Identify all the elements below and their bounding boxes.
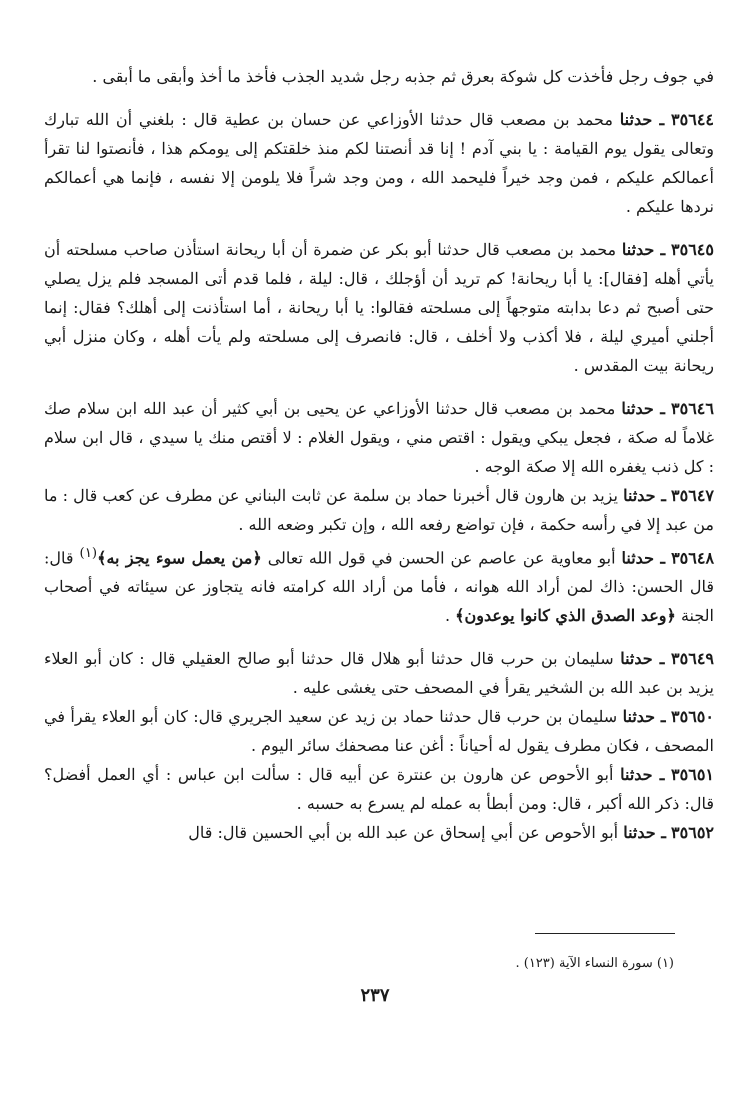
hadith-lead: حدثنا: [621, 240, 655, 259]
hadith-35646: ٣٥٦٤٦ ـ حدثنا محمد بن مصعب قال حدثنا الأوزاعي عن يحيى بن أبي كثير أن عبد الله ابن سلام صك غلاماً له صكة ، فجعل يبكي ويقول : اقتص مني ، ويقول الغلام : لا أقتص منك يا سيدي ، قال ابن سلام : كل ذنب يغفره الله إلا صكة الوجه .: [44, 399, 715, 476]
hadith-35652: ٣٥٦٥٢ ـ حدثنا أبو الأحوص عن أبي إسحاق عن عبد الله بن أبي الحسين قال: قال: [188, 823, 714, 843]
footnote: (١) سورة النساء الآية (١٢٣) .: [515, 956, 674, 971]
hadith-number: ٣٥٦٥١: [671, 765, 715, 785]
paragraph-text: سليمان بن حرب قال حدثنا حماد بن زيد عن سعيد الجريري قال: كان أبو العلاء يقرأ في المصحف ، فكان مطرف يقول له أحياناً : أغن عنا مصحفك سائر اليوم .: [44, 707, 714, 756]
hadith-lead: حدثنا: [620, 649, 653, 669]
hadith-35647: ٣٥٦٤٧ ـ حدثنا يزيد بن هارون قال أخبرنا حماد بن سلمة عن ثابت البناني عن مطرف عن كعب قال : ما من عبد إلا في رأسه حكمة ، فإن تواضع رفعه الله ، وإن تكبر وضعه الله .: [44, 486, 715, 534]
hadith-lead: حدثنا: [619, 110, 653, 129]
hadith-number: ٣٥٦٤٦: [671, 399, 714, 418]
hadith-lead: حدثنا: [621, 399, 654, 418]
hadith-number: ٣٥٦٤٥: [671, 240, 714, 259]
paragraph-text: أبو الأحوص عن أبي إسحاق عن عبد الله بن أبي الحسين قال: قال: [188, 823, 619, 843]
paragraph-text: محمد بن مصعب قال حدثنا أبو بكر عن ضمرة أن أبا ريحانة استأذن صاحب مسلحته أن يأتي أهله [فقال]: يا أبا ريحانة! كم تريد أن أؤجلك ، قال: ليلة ، فلما قدم أتى المسجد فلم يزل يصلي حتى أصبح ثم دعا بدابته متوجهاً إلى مسلحته فقالوا: يا أبا ريحانة ، أما استأذنت إلى أهلك؟ فقال: إنما أجلني أميري ليلة ، فلا أكذب ولا أخلف ، قال: فانصرف إلى مسلحته ولم يأت أهله ، وكان منزل أبي ريحانة بيت المقدس .: [44, 240, 715, 375]
hadith-number: ٣٥٦٥٠: [671, 707, 714, 727]
hadith-35645: ٣٥٦٤٥ ـ حدثنا محمد بن مصعب قال حدثنا أبو بكر عن ضمرة أن أبا ريحانة استأذن صاحب مسلحته أن يأتي أهله [فقال]: يا أبا ريحانة! كم تريد أن أؤجلك ، قال: ليلة ، فلما قدم أتى المسجد فلم يزل يصلي حتى أصبح ثم دعا بدابته متوجهاً إلى مسلحته فقالوا: يا أبا ريحانة ، أما استأذنت إلى أهلك؟ فقال: إنما أجلني أميري ليلة ، فلا أكذب ولا أخلف ، قال: فانصرف إلى مسلحته ولم يأت أهله ، وكان منزل أبي ريحانة بيت المقدس .: [44, 240, 715, 375]
quran-verse: ﴿من يعمل سوء يجز به﴾: [97, 548, 262, 568]
hadith-35644: ٣٥٦٤٤ ـ حدثنا محمد بن مصعب قال حدثنا الأوزاعي عن حسان بن عطية قال : بلغني أن الله تبارك وتعالى يقول يوم القيامة : يا بني آدم ! إنا قد أنصتنا لكم منذ خلقتكم إلى يومكم هذا ، فأنصتوا لنا تقرأ أعمالكم عليكم ، فمن وجد خيراً فليحمد الله ، ومن وجد شراً فلا يلومن إلا نفسه ، فإنما هي أعمالكم نردها عليكم .: [44, 110, 714, 216]
main-text: [44, 62, 714, 847]
hadith-35648: ٣٥٦٤٨ ـ حدثنا أبو معاوية عن عاصم عن الحسن في قول الله تعالى ﴿من يعمل سوء يجز به﴾$^{(١)}$ قال: قال الحسن: ذاك لمن أراد الله هوانه ، فأما من أراد الله كرامته فانه يتجاوز عن سيئاته في أصحاب الجنة ﴿وعد الصدق الذي كانوا يوعدون﴾ .: [44, 546, 715, 626]
paragraph-text: محمد بن مصعب قال حدثنا الأوزاعي عن حسان بن عطية قال : بلغني أن الله تبارك وتعالى يقول يوم القيامة : يا بني آدم ! إنا قد أنصتنا لكم منذ خلقتكم إلى يومكم هذا ، فأنصتوا لنا تقرأ أعمالكم عليكم ، فمن وجد خيراً فليحمد الله ، ومن وجد شراً فلا يلومن إلا نفسه ، فإنما هي أعمالكم نردها عليكم .: [44, 110, 714, 216]
hadith-lead: حدثنا: [623, 486, 656, 505]
hadith-number: ٣٥٦٥٢: [671, 823, 714, 843]
footnote-divider: [535, 933, 675, 934]
hadith-lead: حدثنا: [620, 765, 653, 785]
hadith-number: ٣٥٦٤٤: [671, 110, 714, 129]
paragraph-text: محمد بن مصعب قال حدثنا الأوزاعي عن يحيى بن أبي كثير أن عبد الله ابن سلام صك غلاماً له صكة ، فجعل يبكي ويقول : اقتص مني ، ويقول الغلام : لا أقتص منك يا سيدي ، قال ابن سلام : كل ذنب يغفره الله إلا صكة الوجه .: [44, 399, 715, 476]
hadith-lead: حدثنا: [621, 548, 654, 568]
hadith-number: ٣٥٦٤٩: [671, 649, 714, 669]
paragraph-text: يزيد بن هارون قال أخبرنا حماد بن سلمة عن ثابت البناني عن مطرف عن كعب قال : ما من عبد إلا في رأسه حكمة ، فإن تواضع رفعه الله ، وإن تكبر وضعه الله .: [44, 486, 714, 534]
paragraph-text: في جوف رجل فأخذت كل شوكة بعرق ثم جذبه رجل شديد الجذب فأخذ ما أخذ وأبقى ما أبقى .: [92, 67, 714, 86]
hadith-number: ٣٥٦٤٨: [671, 548, 715, 568]
continuation-paragraph: [44, 62, 714, 91]
hadith-lead: حدثنا: [622, 707, 656, 727]
paragraph-text: أبو معاوية عن عاصم عن الحسن في قول الله تعالى: [267, 548, 616, 568]
hadith-lead: حدثنا: [623, 823, 656, 843]
page-number: ٢٣٧: [360, 985, 390, 1006]
paragraph-text: سليمان بن حرب قال حدثنا أبو هلال قال حدثنا أبو صالح العقيلي قال : كان أبو العلاء يزيد بن عبد الله بن الشخير يقرأ في المصحف حتى يغشى عليه .: [44, 649, 714, 698]
paragraph-text: .: [444, 606, 456, 626]
paragraph-text: أبو الأحوص عن هارون بن عنترة عن أبيه قال : سألت ابن عباس : أي العمل أفضل؟ قال: ذكر الله أكبر ، قال: ومن أبطأ به عمله لم يسرع به حسبه .: [44, 765, 714, 814]
hadith-35650: ٣٥٦٥٠ ـ حدثنا سليمان بن حرب قال حدثنا حماد بن زيد عن سعيد الجريري قال: كان أبو العلاء يقرأ في المصحف ، فكان مطرف يقول له أحياناً : أغن عنا مصحفك سائر اليوم .: [44, 707, 714, 756]
hadith-35649: ٣٥٦٤٩ ـ حدثنا سليمان بن حرب قال حدثنا أبو هلال قال حدثنا أبو صالح العقيلي قال : كان أبو العلاء يزيد بن عبد الله بن الشخير يقرأ في المصحف حتى يغشى عليه .: [44, 649, 714, 698]
hadith-35651: ٣٥٦٥١ ـ حدثنا أبو الأحوص عن هارون بن عنترة عن أبيه قال : سألت ابن عباس : أي العمل أفضل؟ قال: ذكر الله أكبر ، قال: ومن أبطأ به عمله لم يسرع به حسبه .: [44, 765, 715, 814]
hadith-number: ٣٥٦٤٧: [671, 486, 715, 505]
quran-verse: ﴿وعد الصدق الذي كانوا يوعدون﴾: [455, 606, 676, 626]
footnote-reference[interactable]: (١): [79, 546, 98, 561]
paragraph-text: قال: قال الحسن: ذاك لمن أراد الله هوانه ، فأما من أراد الله كرامته فانه يتجاوز عن سيئاته في أصحاب الجنة: [44, 548, 714, 626]
